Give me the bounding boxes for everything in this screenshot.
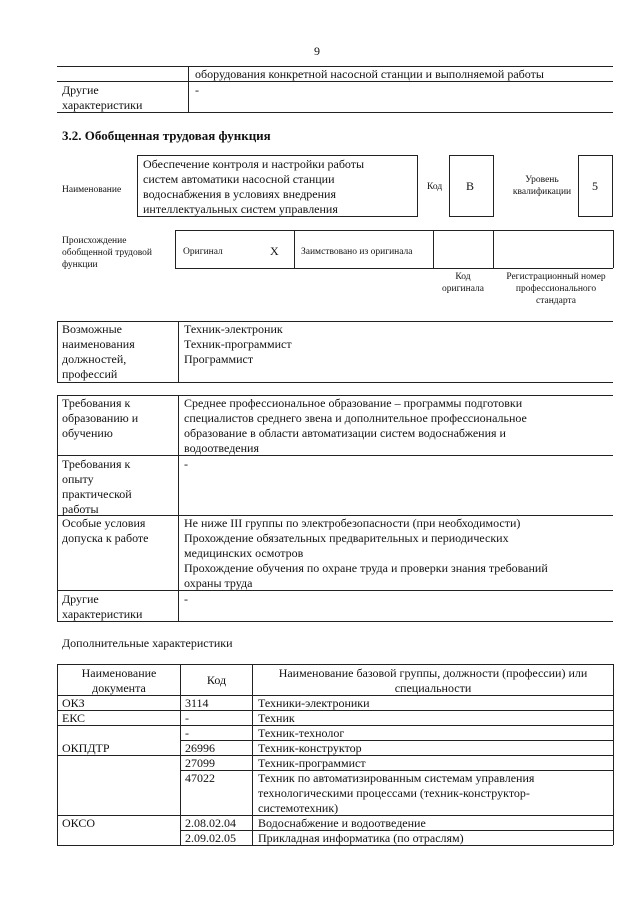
education-label: Требования к образованию и обучению <box>62 396 139 440</box>
top-table-row1-value: оборудования конкретной насосной станции и выполняемой работы <box>195 67 544 81</box>
experience-value: - <box>184 457 188 471</box>
origin-label: Происхождение обобщенной трудовой функции <box>62 236 152 270</box>
function-level-label: Уровень квалификации <box>512 175 572 197</box>
additional-header-code: Код <box>206 673 227 687</box>
other-label: Другие характеристики <box>62 592 143 621</box>
function-name-label: Наименование <box>62 185 122 195</box>
origin-borrowed-label: Заимствовано из оригинала <box>301 247 413 257</box>
table-row-name: Техник <box>258 711 295 725</box>
additional-header-doc: Наименование документа <box>81 666 157 695</box>
top-table-other-label-2: характеристики <box>62 98 143 112</box>
other-value: - <box>184 592 188 606</box>
table-row-code: - <box>185 726 189 740</box>
special-value: Не ниже III группы по электробезопасности (при необходимости) Прохождение обязательных предварительных и периодических медицинских осмотров Прохождение обучения по охране труда и проверки знания требований охраны труда <box>184 516 548 590</box>
top-table-other-value: - <box>195 83 199 97</box>
table-row-code: 26996 <box>185 741 215 755</box>
table-row-code: 2.09.02.05 <box>185 831 236 845</box>
top-table-other-label-1: Другие <box>62 83 99 97</box>
table-row-code: 47022 <box>185 771 215 785</box>
table-row-name: Техник-технолог <box>258 726 345 740</box>
table-row-name: Техник-программист <box>258 756 366 770</box>
positions-values: Техник-электроник Техник-программист Программист <box>184 322 292 366</box>
table-row-name: Техник по автоматизированным системам управления технологическими процессами (техник-конструктор- системотехник) <box>258 771 535 815</box>
origin-original-mark: X <box>270 244 279 258</box>
table-row-code: - <box>185 711 189 725</box>
table-row-name: Техник-конструктор <box>258 741 362 755</box>
table-row-doc: ОКЗ <box>62 696 85 710</box>
table-row-doc: ЕКС <box>62 711 86 725</box>
additional-title: Дополнительные характеристики <box>62 636 233 650</box>
table-row-code: 2.08.02.04 <box>185 816 236 830</box>
positions-label: Возможные наименования должностей, профессий <box>62 322 135 381</box>
function-name-value: Обеспечение контроля и настройки работы систем автоматики насосной станции водоснабжения в условиях внедрения интеллектуальных систем управления <box>143 157 365 216</box>
function-code-label: Код <box>427 182 443 192</box>
table-row-name: Техники-электроники <box>258 696 370 710</box>
table-row-name: Прикладная информатика (по отраслям) <box>258 831 464 845</box>
table-row-doc: ОКСО <box>62 816 96 830</box>
table-row-code: 3114 <box>185 696 209 710</box>
special-label: Особые условия допуска к работе <box>62 516 149 545</box>
origin-code-caption: Код оригинала <box>442 272 484 294</box>
table-row-name: Водоснабжение и водоотведение <box>258 816 426 830</box>
section-title: 3.2. Обобщенная трудовая функция <box>62 128 271 143</box>
table-row-code: 27099 <box>185 756 215 770</box>
function-code-value: В <box>466 179 475 193</box>
experience-label: Требования к опыту практической работы <box>62 457 132 516</box>
function-level-value: 5 <box>592 179 598 193</box>
table-row-doc: ОКПДТР <box>62 741 110 755</box>
additional-header-name: Наименование базовой группы, должности (профессии) или специальности <box>278 666 588 695</box>
origin-original-label: Оригинал <box>183 247 223 257</box>
origin-reg-caption: Регистрационный номер профессионального стандарта <box>506 272 606 306</box>
education-value: Среднее профессиональное образование – программы подготовки специалистов среднего звена и дополнительное профессиональное образование в области автоматизации систем водоснабжения и водоотведения <box>184 396 527 455</box>
page-number: 9 <box>314 44 320 58</box>
